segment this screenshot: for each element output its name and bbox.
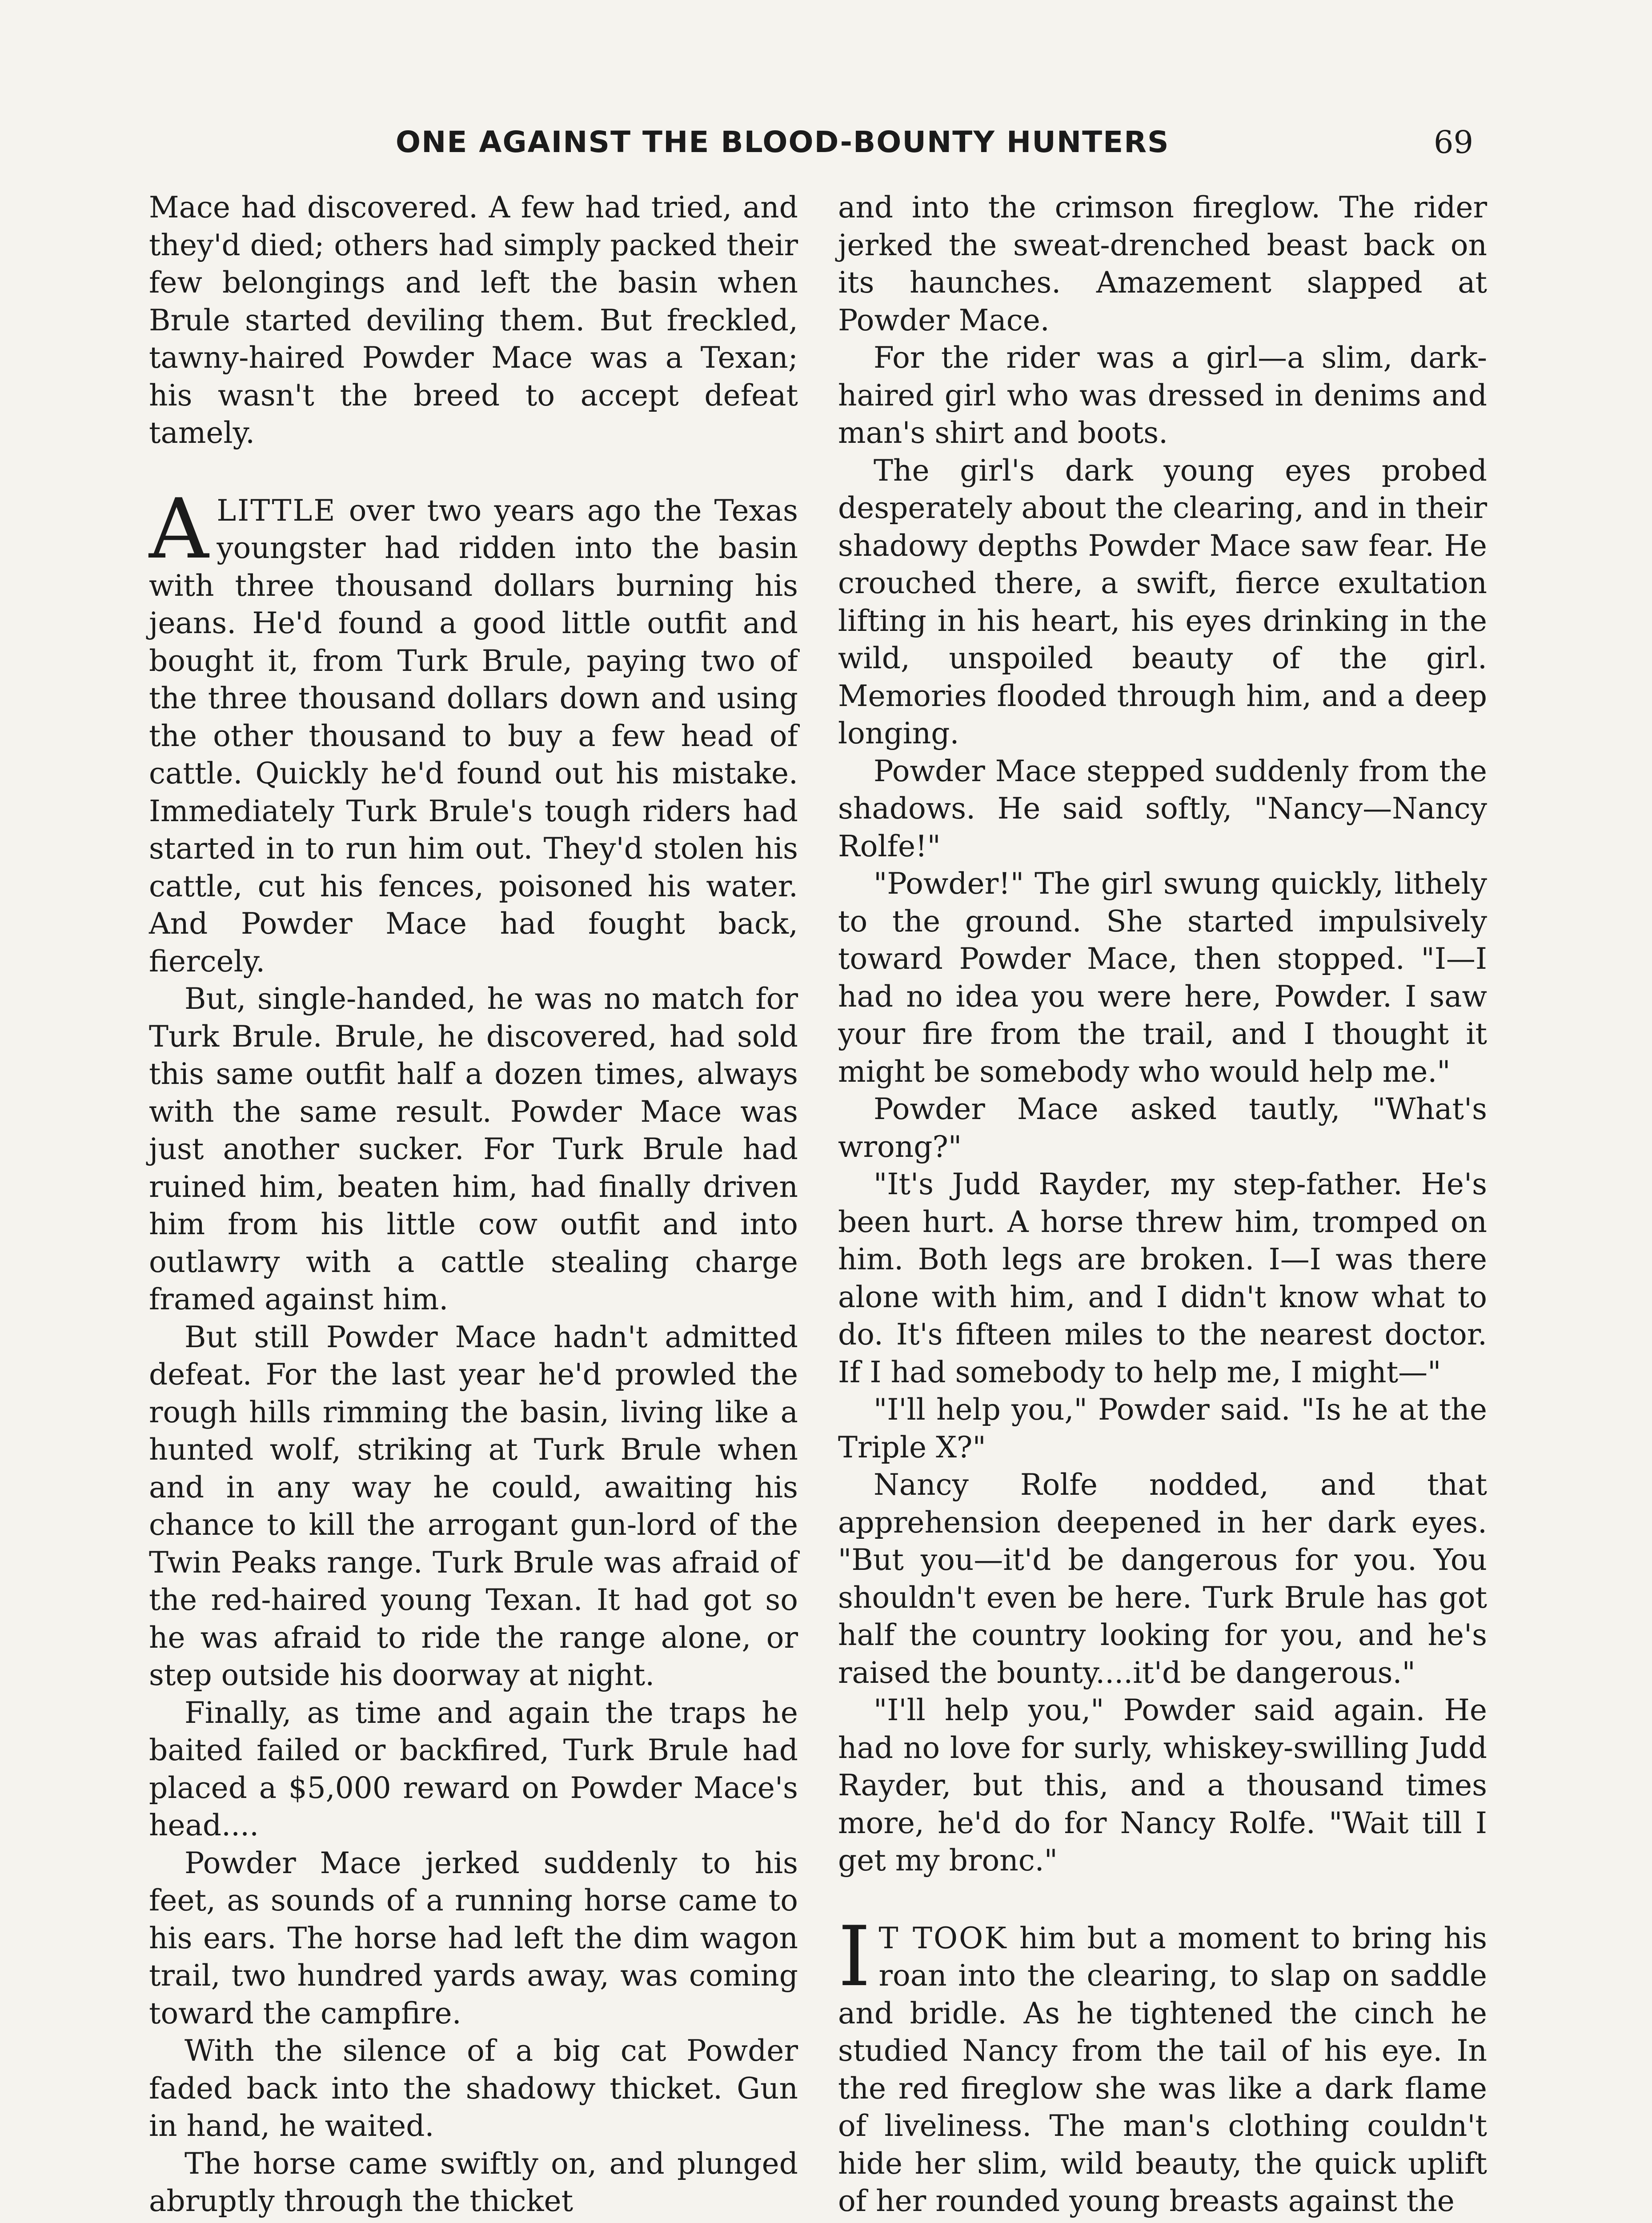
- paragraph: "It's Judd Rayder, my step-father. He's been hurt. A horse threw him, tromped on him. Both legs are broken. I—I was there alone with him, and I didn't know what to do. It's fifteen miles to the nearest doctor. If I had somebody to help me, I might—": [838, 1167, 1487, 1389]
- section-opening-paragraph: [838, 1908, 1487, 2220]
- running-title: ONE AGAINST THE BLOOD-BOUNTY HUNTERS: [396, 125, 1170, 159]
- paragraph: "Powder!" The girl swung quickly, lithely to the ground. She started impulsively toward Powder Mace, then stopped. "I—I had no idea you were here, Powder. I saw your fire from the trail, and I thought it might be somebody who would help me.": [838, 867, 1487, 1089]
- paragraph: "I'll help you," Powder said again. He had no love for surly, whiskey-swilling Judd Rayder, but this, and a thousand times more, he'd do for Nancy Rolfe. "Wait till I get my bronc.": [838, 1693, 1487, 1878]
- paragraph: Powder Mace jerked suddenly to his feet, as sounds of a running horse came to his ears. The horse had left the dim wagon trail, two hundred yards away, was coming toward the campfire.: [149, 1846, 798, 2030]
- paragraph: Finally, as time and again the traps he baited failed or backfired, Turk Brule had placed a $5,000 reward on Powder Mace's head....: [149, 1695, 798, 1842]
- paragraph: For the rider was a girl—a slim, dark-haired girl who was dressed in denims and man's shirt and boots.: [838, 341, 1487, 450]
- section-opening-paragraph: [149, 480, 798, 981]
- paragraph: With the silence of a big cat Powder faded back into the shadowy thicket. Gun in hand, he waited.: [149, 2034, 798, 2143]
- paragraph: "I'll help you," Powder said. "Is he at the Triple X?": [838, 1392, 1487, 1465]
- paragraph: But, single-handed, he was no match for Turk Brule. Brule, he discovered, had sold this same outfit half a dozen times, always with the same result. Powder Mace was just another sucker. For Turk Brule had ruined him, beaten him, had finally driven him from his little cow outfit and into outlawry with a cattle stealing charge framed against him.: [149, 982, 798, 1316]
- paragraph-text: him but a moment to bring his roan into the clearing, to slap on saddle and bridle. As he tightened the cinch he studied Nancy from the tail of his eye. In the red fireglow she was like a dark flame of liveliness. The man's clothing couldn't hide her slim, wild beauty, the quick uplift of her rounded young breasts against the: [838, 1921, 1487, 2218]
- paragraph-text: over two years ago the Texas youngster had ridden into the basin with three thousand dollars burning his jeans. He'd found a good little outfit and bought it, from Turk Brule, paying two of the three thousand dollars down and using the other thousand to buy a few head of cattle. Quickly he'd found out his mistake. Immediately Turk Brule's tough riders had started in to run him out. They'd stolen his cattle, cut his fences, poisoned his water. And Powder Mace had fought back, fiercely.: [149, 493, 798, 979]
- paragraph: Powder Mace stepped suddenly from the shadows. He said softly, "Nancy—Nancy Rolfe!": [838, 754, 1487, 863]
- page-number: 69: [1434, 124, 1474, 161]
- running-head: [0, 118, 1652, 167]
- paragraph: and into the crimson fireglow. The rider jerked the sweat-drenched beast back on its haunches. Amazement slapped at Powder Mace.: [838, 190, 1487, 337]
- lead-in-caps: LITTLE: [217, 493, 337, 528]
- right-column: [838, 189, 1487, 2220]
- drop-cap: A: [149, 480, 209, 577]
- lead-in-caps: T TOOK: [878, 1921, 1008, 1955]
- paragraph: But still Powder Mace hadn't admitted defeat. For the last year he'd prowled the rough hills rimming the basin, living like a hunted wolf, striking at Turk Brule when and in any way he could, awaiting his chance to kill the arrogant gun-lord of the Twin Peaks range. Turk Brule was afraid of the red-haired young Texan. It had got so he was afraid to ride the range alone, or step outside his doorway at night.: [149, 1320, 798, 1692]
- paragraph: Nancy Rolfe nodded, and that apprehension deepened in her dark eyes. "But you—it'd be dangerous for you. You shouldn't even be here. Turk Brule has got half the country looking for you, and he's raised the bounty....it'd be dangerous.": [838, 1468, 1487, 1690]
- left-column: [149, 189, 798, 2220]
- paragraph: The horse came swiftly on, and plunged abruptly through the thicket: [149, 2146, 798, 2218]
- drop-cap: I: [838, 1908, 871, 2005]
- paragraph: The girl's dark young eyes probed desperately about the clearing, and in their shadowy depths Powder Mace saw fear. He crouched there, a swift, fierce exultation lifting in his heart, his eyes drinking in the wild, unspoiled beauty of the girl. Memories flooded through him, and a deep longing.: [838, 453, 1487, 750]
- paragraph: Mace had discovered. A few had tried, and they'd died; others had simply packed their few belongings and left the basin when Brule started deviling them. But freckled, tawny-haired Powder Mace was a Texan; his wasn't the breed to accept defeat tamely.: [149, 190, 798, 450]
- paragraph: Powder Mace asked tautly, "What's wrong?": [838, 1092, 1487, 1164]
